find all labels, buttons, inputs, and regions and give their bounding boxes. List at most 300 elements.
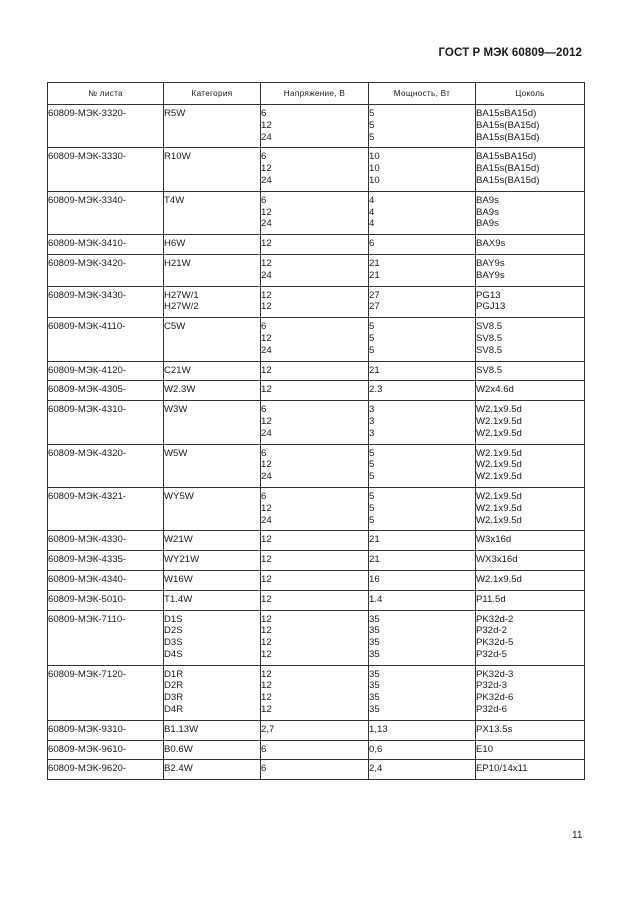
cell-power: [369, 235, 476, 255]
cell-voltage: [261, 381, 369, 401]
cell-sheet-number-text: 60809-МЭК-4335-: [48, 554, 127, 566]
cell-base-line: PX13.5s: [476, 723, 513, 735]
cell-base-line: W2.1x9.5d: [476, 514, 522, 526]
cell-category-line: W21W: [164, 534, 193, 546]
table-row: [48, 318, 585, 361]
lamp-specification-table: [47, 82, 585, 780]
cell-power-line: 1.4: [369, 593, 383, 605]
cell-power-line: 21: [369, 257, 380, 269]
cell-power-line: 35: [369, 704, 380, 716]
cell-category-line: H21W: [164, 257, 191, 269]
table-row: [48, 551, 585, 571]
cell-voltage-line: 24: [261, 514, 272, 526]
cell-voltage-line: 12: [261, 257, 272, 269]
cell-power-line: 5: [369, 471, 375, 483]
cell-power: [369, 487, 476, 530]
table-row: [48, 760, 585, 780]
cell-category-line: W2.3W: [164, 384, 196, 396]
cell-power-line: 4: [369, 218, 375, 230]
cell-base-line: BA15s(BA15d): [476, 131, 540, 143]
cell-voltage-line: 12: [261, 415, 272, 427]
cell-category: [164, 381, 261, 401]
cell-power-line: 6: [369, 238, 375, 250]
cell-power-line: 27: [369, 289, 380, 301]
cell-voltage-line: 12: [261, 332, 272, 344]
cell-sheet-number: [48, 191, 164, 234]
cell-power-line: 35: [369, 680, 380, 692]
cell-base-line: PK32d-3: [476, 668, 514, 680]
cell-voltage-line: 12: [261, 301, 272, 313]
cell-category-line: R5W: [164, 108, 186, 119]
cell-voltage-line: 12: [261, 119, 272, 131]
cell-power: [369, 570, 476, 590]
cell-power-line: 4: [369, 206, 375, 218]
cell-voltage-line: 6: [261, 194, 267, 206]
cell-base-line: W3x16d: [476, 534, 512, 546]
cell-sheet-number: [48, 740, 164, 760]
cell-base-line: BA15s(BA15d): [476, 119, 540, 131]
cell-base: [476, 610, 585, 665]
cell-voltage: [261, 148, 369, 191]
cell-power-line: 5: [369, 447, 375, 459]
cell-power-line: 21: [369, 554, 380, 566]
cell-power-line: 21: [369, 534, 380, 546]
cell-power-line: 16: [369, 573, 380, 585]
cell-power-line: 27: [369, 301, 380, 313]
cell-voltage-line: 12: [261, 289, 272, 301]
cell-base-line: BAY9s: [476, 269, 505, 281]
cell-base-line: BA9s: [476, 194, 499, 206]
cell-power-line: 5: [369, 502, 375, 514]
cell-voltage-line: 12: [261, 593, 272, 605]
cell-base-line: SV8.5: [476, 332, 503, 344]
cell-sheet-number: [48, 531, 164, 551]
cell-sheet-number-text: 60809-МЭК-4340-: [48, 573, 127, 585]
cell-voltage: [261, 286, 369, 318]
cell-power: [369, 444, 476, 487]
cell-category: [164, 590, 261, 610]
cell-voltage: [261, 570, 369, 590]
table-row: [48, 444, 585, 487]
cell-voltage-line: 24: [261, 471, 272, 483]
cell-voltage-line: 6: [261, 108, 267, 119]
cell-base: [476, 487, 585, 530]
cell-voltage-line: 12: [261, 384, 272, 396]
cell-voltage: [261, 318, 369, 361]
cell-sheet-number-text: 60809-МЭК-4305-: [48, 384, 127, 396]
cell-category-line: H27W/2: [164, 301, 199, 313]
cell-power-line: 5: [369, 321, 375, 333]
table-row: [48, 235, 585, 255]
cell-category: [164, 531, 261, 551]
cell-base-line: P32d-6: [476, 704, 507, 716]
cell-voltage-line: 12: [261, 459, 272, 471]
cell-base: [476, 318, 585, 361]
cell-category: [164, 286, 261, 318]
cell-power-line: 35: [369, 692, 380, 704]
cell-category-line: W3W: [164, 404, 188, 416]
table-row: [48, 401, 585, 444]
cell-base-line: W2.1x9.5d: [476, 427, 522, 439]
cell-base-line: PG13: [476, 289, 501, 301]
cell-base: [476, 191, 585, 234]
cell-base: [476, 254, 585, 286]
cell-base: [476, 444, 585, 487]
cell-voltage: [261, 361, 369, 381]
cell-power-line: 10: [369, 151, 380, 163]
cell-sheet-number: [48, 318, 164, 361]
cell-sheet-number-text: 60809-МЭК-3430-: [48, 289, 127, 301]
cell-category-line: D3S: [164, 637, 183, 649]
cell-voltage: [261, 590, 369, 610]
cell-power: [369, 610, 476, 665]
cell-power-line: 5: [369, 459, 375, 471]
cell-voltage-line: 12: [261, 573, 272, 585]
cell-sheet-number-text: 60809-МЭК-4110-: [48, 321, 126, 333]
cell-sheet-number-text: 60809-МЭК-3340-: [48, 194, 127, 206]
table-row: [48, 610, 585, 665]
cell-voltage-line: 6: [261, 490, 267, 502]
cell-base-line: PK32d-6: [476, 692, 514, 704]
cell-base-line: W2x4.6d: [476, 384, 514, 396]
cell-power-line: 3: [369, 415, 375, 427]
cell-voltage-line: 6: [261, 743, 267, 755]
table-row: [48, 361, 585, 381]
cell-power: [369, 590, 476, 610]
page-number: 11: [572, 830, 583, 841]
cell-power-line: 4: [369, 194, 375, 206]
column-header-category: Категория: [164, 83, 261, 105]
table-row: [48, 570, 585, 590]
cell-voltage: [261, 531, 369, 551]
cell-category-line: B2.4W: [164, 763, 193, 775]
cell-base-line: BA15s(BA15d): [476, 174, 540, 186]
cell-category-line: D1R: [164, 668, 184, 680]
cell-voltage-line: 12: [261, 554, 272, 566]
cell-base-line: SV8.5: [476, 321, 503, 333]
cell-category-line: W5W: [164, 447, 188, 459]
cell-sheet-number: [48, 720, 164, 740]
cell-category-line: D2S: [164, 625, 183, 637]
cell-base: [476, 235, 585, 255]
cell-sheet-number-text: 60809-МЭК-9610-: [48, 743, 127, 755]
cell-voltage-line: 12: [261, 613, 272, 625]
cell-sheet-number: [48, 105, 164, 148]
cell-power: [369, 531, 476, 551]
cell-sheet-number: [48, 381, 164, 401]
column-header-base: Цоколь: [476, 83, 585, 105]
cell-voltage: [261, 487, 369, 530]
cell-category: [164, 610, 261, 665]
cell-voltage: [261, 254, 369, 286]
table-row: [48, 665, 585, 720]
cell-base-line: BA9s: [476, 218, 499, 230]
cell-category: [164, 235, 261, 255]
cell-power: [369, 401, 476, 444]
cell-base-line: W2.1x9.5d: [476, 573, 522, 585]
cell-sheet-number: [48, 286, 164, 318]
document-standard-title: ГОСТ Р МЭК 60809—2012: [438, 47, 582, 59]
cell-base-line: PK32d-2: [476, 613, 514, 625]
cell-power-line: 35: [369, 648, 380, 660]
cell-sheet-number: [48, 551, 164, 571]
cell-base-line: BAY9s: [476, 257, 505, 269]
cell-power-line: 10: [369, 163, 380, 175]
cell-power-line: 35: [369, 613, 380, 625]
cell-category: [164, 444, 261, 487]
cell-base: [476, 105, 585, 148]
cell-base: [476, 740, 585, 760]
cell-voltage-line: 24: [261, 218, 272, 230]
table-row: [48, 487, 585, 530]
cell-voltage-line: 6: [261, 321, 267, 333]
cell-voltage-line: 12: [261, 692, 272, 704]
cell-sheet-number-text: 60809-МЭК-7110-: [48, 613, 126, 625]
table-row: [48, 381, 585, 401]
cell-power-line: 21: [369, 269, 380, 281]
cell-base-line: WX3x16d: [476, 554, 518, 566]
column-header-sheet: № листа: [48, 83, 164, 105]
cell-category-line: B0.6W: [164, 743, 193, 755]
cell-sheet-number-text: 60809-МЭК-4120-: [48, 364, 127, 376]
cell-base: [476, 401, 585, 444]
table-row: [48, 105, 585, 148]
cell-sheet-number-text: 60809-МЭК-4330-: [48, 534, 127, 546]
cell-voltage-line: 12: [261, 502, 272, 514]
cell-category-line: W16W: [164, 573, 193, 585]
cell-category: [164, 760, 261, 780]
cell-power-line: 35: [369, 668, 380, 680]
cell-sheet-number-text: 60809-МЭК-3410-: [48, 238, 127, 250]
cell-category-line: WY5W: [164, 490, 194, 502]
cell-sheet-number-text: 60809-МЭК-4321-: [48, 490, 127, 502]
cell-sheet-number: [48, 235, 164, 255]
cell-voltage-line: 6: [261, 151, 267, 163]
cell-voltage-line: 24: [261, 344, 272, 356]
table-body: [48, 105, 585, 780]
cell-power: [369, 665, 476, 720]
cell-voltage-line: 12: [261, 704, 272, 716]
cell-category: [164, 361, 261, 381]
cell-voltage-line: 2,7: [261, 723, 275, 735]
cell-sheet-number: [48, 254, 164, 286]
cell-power: [369, 286, 476, 318]
cell-base: [476, 531, 585, 551]
cell-base-line: BA15sBA15d): [476, 108, 537, 119]
cell-base-line: PK32d-5: [476, 637, 514, 649]
cell-voltage: [261, 610, 369, 665]
cell-sheet-number-text: 60809-МЭК-9310-: [48, 723, 127, 735]
cell-power: [369, 720, 476, 740]
cell-power-line: 5: [369, 108, 375, 119]
cell-voltage-line: 12: [261, 637, 272, 649]
cell-power-line: 5: [369, 344, 375, 356]
table-row: [48, 191, 585, 234]
cell-voltage: [261, 105, 369, 148]
cell-voltage: [261, 551, 369, 571]
cell-sheet-number: [48, 401, 164, 444]
cell-voltage-line: 6: [261, 404, 267, 416]
cell-power-line: 3: [369, 427, 375, 439]
cell-voltage-line: 12: [261, 534, 272, 546]
cell-power: [369, 254, 476, 286]
cell-base-line: E10: [476, 743, 494, 755]
cell-power-line: 5: [369, 131, 375, 143]
cell-base-line: P32d-3: [476, 680, 507, 692]
table-row: [48, 531, 585, 551]
cell-base-line: W2.1x9.5d: [476, 502, 522, 514]
cell-voltage: [261, 740, 369, 760]
cell-category: [164, 105, 261, 148]
cell-voltage: [261, 235, 369, 255]
cell-voltage: [261, 191, 369, 234]
cell-category-line: T1.4W: [164, 593, 193, 605]
cell-base-line: W2.1x9.5d: [476, 471, 522, 483]
cell-power-line: 5: [369, 332, 375, 344]
cell-sheet-number-text: 60809-МЭК-4320-: [48, 447, 127, 459]
cell-power-line: 10: [369, 174, 380, 186]
cell-category-line: D2R: [164, 680, 184, 692]
cell-sheet-number: [48, 665, 164, 720]
table-row: [48, 148, 585, 191]
cell-voltage-line: 24: [261, 269, 272, 281]
cell-base-line: P11.5d: [476, 593, 506, 605]
cell-voltage: [261, 444, 369, 487]
cell-category: [164, 191, 261, 234]
cell-sheet-number: [48, 570, 164, 590]
cell-sheet-number: [48, 610, 164, 665]
cell-sheet-number: [48, 487, 164, 530]
cell-voltage-line: 12: [261, 206, 272, 218]
cell-base-line: BA15sBA15d): [476, 151, 537, 163]
cell-base-line: P32d-2: [476, 625, 507, 637]
cell-power: [369, 381, 476, 401]
cell-power: [369, 105, 476, 148]
table-header-row: [48, 83, 585, 105]
cell-power-line: 3: [369, 404, 375, 416]
cell-voltage-line: 12: [261, 680, 272, 692]
table-row: [48, 254, 585, 286]
cell-power: [369, 551, 476, 571]
cell-sheet-number: [48, 760, 164, 780]
cell-power: [369, 191, 476, 234]
cell-voltage-line: 12: [261, 238, 272, 250]
cell-sheet-number-text: 60809-МЭК-3320-: [48, 108, 127, 119]
cell-category: [164, 148, 261, 191]
cell-voltage-line: 12: [261, 364, 272, 376]
cell-power-line: 2.3: [369, 384, 383, 396]
cell-category: [164, 318, 261, 361]
cell-category: [164, 720, 261, 740]
cell-voltage-line: 12: [261, 648, 272, 660]
cell-category-line: D4R: [164, 704, 184, 716]
column-header-voltage: Напряжение, В: [261, 83, 369, 105]
cell-category-line: H6W: [164, 238, 186, 250]
cell-power: [369, 760, 476, 780]
cell-category-line: C21W: [164, 364, 191, 376]
cell-base: [476, 590, 585, 610]
cell-sheet-number-text: 60809-МЭК-4310-: [48, 404, 127, 416]
cell-category: [164, 487, 261, 530]
cell-base: [476, 665, 585, 720]
cell-base: [476, 720, 585, 740]
cell-base: [476, 381, 585, 401]
cell-voltage-line: 12: [261, 625, 272, 637]
cell-sheet-number-text: 60809-МЭК-3420-: [48, 257, 127, 269]
cell-voltage: [261, 760, 369, 780]
cell-power-line: 2,4: [369, 763, 383, 775]
cell-sheet-number: [48, 361, 164, 381]
cell-base-line: SV8.5: [476, 364, 503, 376]
cell-power-line: 5: [369, 490, 375, 502]
cell-voltage-line: 6: [261, 763, 267, 775]
cell-base: [476, 551, 585, 571]
cell-sheet-number: [48, 590, 164, 610]
cell-category-line: D1S: [164, 613, 183, 625]
cell-sheet-number-text: 60809-МЭК-3330-: [48, 151, 127, 163]
cell-category: [164, 254, 261, 286]
cell-category-line: R10W: [164, 151, 191, 163]
cell-category-line: B1.13W: [164, 723, 199, 735]
cell-category: [164, 401, 261, 444]
cell-category-line: C5W: [164, 321, 186, 333]
cell-voltage: [261, 665, 369, 720]
cell-base: [476, 286, 585, 318]
cell-category-line: D3R: [164, 692, 184, 704]
cell-power-line: 35: [369, 625, 380, 637]
cell-voltage-line: 24: [261, 427, 272, 439]
cell-sheet-number: [48, 148, 164, 191]
cell-sheet-number-text: 60809-МЭК-9620-: [48, 763, 127, 775]
cell-category-line: T4W: [164, 194, 185, 206]
cell-base-line: P32d-5: [476, 648, 507, 660]
cell-base-line: BA15s(BA15d): [476, 163, 540, 175]
cell-base-line: W2.1x9.5d: [476, 490, 522, 502]
cell-category: [164, 570, 261, 590]
cell-base: [476, 361, 585, 381]
cell-sheet-number: [48, 444, 164, 487]
cell-power-line: 21: [369, 364, 380, 376]
cell-voltage-line: 24: [261, 131, 272, 143]
cell-power-line: 35: [369, 637, 380, 649]
cell-voltage-line: 6: [261, 447, 267, 459]
cell-voltage-line: 12: [261, 668, 272, 680]
cell-base-line: W2.1x9.5d: [476, 404, 522, 416]
table-row: [48, 286, 585, 318]
cell-power-line: 1,13: [369, 723, 388, 735]
cell-sheet-number-text: 60809-МЭК-5010-: [48, 593, 127, 605]
column-header-power: Мощность, Вт: [369, 83, 476, 105]
cell-voltage-line: 12: [261, 163, 272, 175]
cell-power: [369, 318, 476, 361]
cell-power-line: 0,6: [369, 743, 383, 755]
cell-voltage-line: 24: [261, 174, 272, 186]
cell-power: [369, 361, 476, 381]
cell-power-line: 5: [369, 119, 375, 131]
cell-base: [476, 570, 585, 590]
cell-base-line: W2.1x9.5d: [476, 447, 522, 459]
table-row: [48, 590, 585, 610]
cell-power-line: 5: [369, 514, 375, 526]
cell-category-line: D4S: [164, 648, 183, 660]
cell-base: [476, 148, 585, 191]
cell-base-line: W2.1x9.5d: [476, 415, 522, 427]
cell-base-line: SV8.5: [476, 344, 503, 356]
cell-category: [164, 740, 261, 760]
cell-base-line: PGJ13: [476, 301, 506, 313]
cell-voltage: [261, 401, 369, 444]
cell-category: [164, 665, 261, 720]
